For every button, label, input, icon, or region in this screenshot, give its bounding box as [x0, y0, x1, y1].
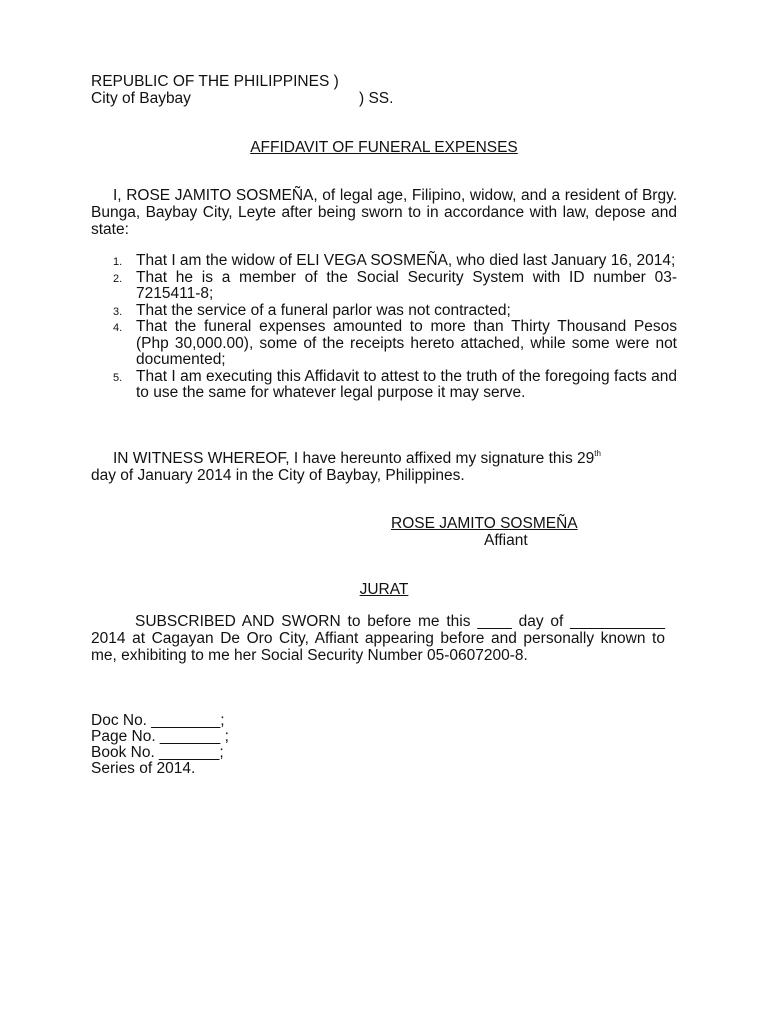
witness-superscript: th [594, 449, 601, 458]
list-text: That he is a member of the Social Security System with ID number 03-7215411-8; [136, 268, 677, 302]
list-number: 5. [113, 371, 123, 384]
list-text: That I am the widow of ELI VEGA SOSMEÑA, who died last January 16, 2014; [136, 252, 676, 269]
page-no: Page No. _______ ; [91, 728, 229, 745]
statements-list [91, 253, 677, 402]
venue-line-1: REPUBLIC OF THE PHILIPPINES ) [91, 73, 339, 90]
list-item [91, 369, 677, 402]
doc-no: Doc No. ________; [91, 712, 225, 729]
intro-text: I, ROSE JAMITO SOSMEÑA, of legal age, Filipino, widow, and a resident of Brgy. Bunga, Baybay City, Leyte after being sworn to in accordance with law, depose and state: [91, 187, 677, 238]
list-number: 1. [113, 256, 123, 268]
affiant-role: Affiant [484, 532, 528, 549]
venue-city: City of Baybay [91, 90, 191, 107]
list-text: That the funeral expenses amounted to more than Thirty Thousand Pesos (Php 30,000.00), some of the receipts hereto attached, while some were not documented; [136, 318, 677, 368]
list-item [91, 319, 677, 369]
jurat-paragraph [91, 613, 665, 664]
list-number: 4. [113, 322, 123, 334]
list-item [91, 253, 677, 270]
list-number: 2. [113, 272, 123, 285]
intro-paragraph [91, 187, 677, 238]
jurat-text: SUBSCRIBED AND SWORN to before me this ____ day of ___________ 2014 at Cagayan De Oro City, Affiant appearing before and personally known to me, exhibiting to me her Social Security Number 05-0607200-8. [91, 613, 665, 664]
book-no: Book No. _______; [91, 744, 224, 761]
jurat-title: JURAT [359, 581, 409, 598]
document-title: AFFIDAVIT OF FUNERAL EXPENSES [250, 139, 518, 156]
list-number: 3. [113, 305, 123, 318]
witness-line [113, 450, 601, 467]
witness-line-2: day of January 2014 in the City of Baybay, Philippines. [91, 467, 465, 484]
venue-ss: ) SS. [359, 90, 394, 107]
list-item [91, 303, 677, 320]
affiant-name: ROSE JAMITO SOSMEÑA [391, 515, 578, 532]
list-item [91, 270, 677, 303]
list-text: That the service of a funeral parlor was not contracted; [136, 301, 511, 319]
witness-text: IN WITNESS WHEREOF, I have hereunto affixed my signature this 29 [113, 450, 595, 467]
series: Series of 2014. [91, 760, 196, 777]
list-text: That I am executing this Affidavit to attest to the truth of the foregoing facts and to use the same for whatever legal purpose it may serve. [136, 367, 677, 401]
